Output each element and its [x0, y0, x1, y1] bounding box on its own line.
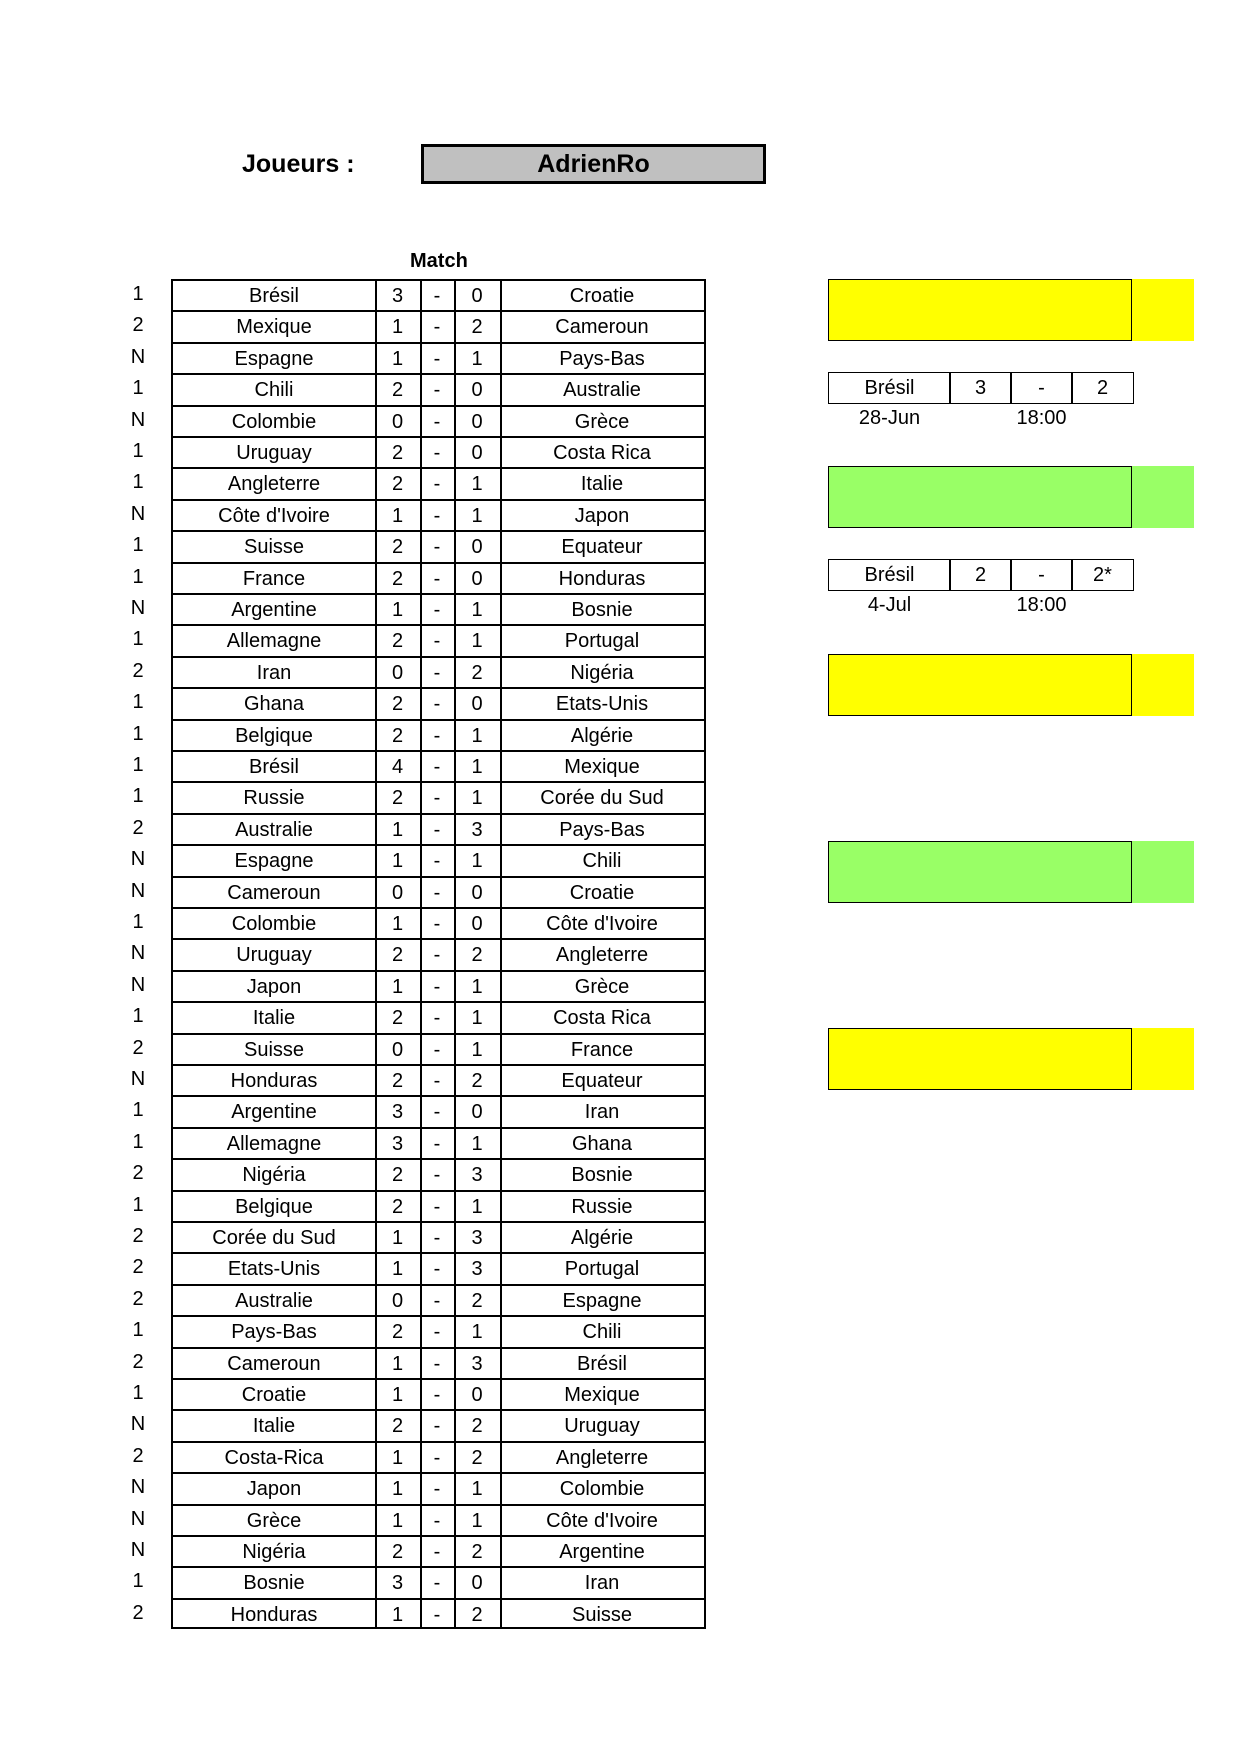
prediction: 1 — [132, 911, 144, 933]
score-dash: - — [420, 1284, 456, 1315]
home-team: Grèce — [171, 1504, 377, 1535]
highlight-box-yellow — [828, 654, 1194, 716]
home-score: 0 — [375, 1033, 422, 1064]
away-score: 1 — [454, 844, 502, 875]
score-dash: - — [420, 1095, 456, 1126]
home-score: 3 — [375, 1095, 422, 1126]
away-score: 1 — [454, 1315, 502, 1346]
home-team: Croatie — [171, 1378, 377, 1409]
home-team: Italie — [171, 1001, 377, 1032]
prediction: 1 — [132, 1130, 144, 1153]
home-score: 2 — [375, 1409, 422, 1440]
result-row — [828, 559, 1134, 591]
home-score: 2 — [375, 373, 422, 404]
prediction: 1 — [132, 377, 144, 400]
away-score: 0 — [454, 530, 502, 561]
home-score: 2 — [375, 1535, 422, 1566]
result-team: Brésil — [828, 559, 951, 591]
home-team: Japon — [171, 970, 377, 1001]
home-score: 2 — [375, 687, 422, 718]
home-score: 2 — [375, 562, 422, 593]
home-team: Australie — [171, 1284, 377, 1315]
score-dash: - — [420, 593, 456, 624]
home-team: Ghana — [171, 687, 377, 718]
away-team: Côte d'Ivoire — [500, 1504, 706, 1535]
home-score: 2 — [375, 1315, 422, 1346]
home-team: Australie — [171, 813, 377, 844]
result-date: 28-Jun — [858, 407, 921, 429]
home-score: 1 — [375, 593, 422, 624]
away-team: Suisse — [500, 1598, 706, 1629]
score-dash: - — [420, 373, 456, 404]
player-name-box: AdrienRo — [421, 144, 766, 184]
prediction: N — [130, 973, 146, 996]
score-dash: - — [420, 1252, 456, 1283]
prediction: 1 — [132, 691, 144, 714]
away-score: 0 — [454, 436, 502, 467]
prediction: N — [130, 1476, 146, 1499]
score-dash: - — [420, 687, 456, 718]
prediction: 2 — [132, 1287, 144, 1310]
away-team: Costa Rica — [500, 436, 706, 467]
score-dash: - — [420, 876, 456, 907]
score-dash: - — [420, 1347, 456, 1378]
away-team: Chili — [500, 1315, 706, 1346]
prediction: 2 — [132, 1225, 144, 1247]
result-date: 4-Jul — [867, 594, 912, 616]
away-score: 0 — [454, 405, 502, 436]
home-team: Suisse — [171, 1033, 377, 1064]
score-dash: - — [420, 1127, 456, 1158]
home-score: 2 — [375, 1158, 422, 1189]
away-score: 3 — [454, 1158, 502, 1189]
home-score: 0 — [375, 405, 422, 436]
prediction: 1 — [132, 1570, 144, 1593]
away-score: 1 — [454, 1190, 502, 1221]
away-score: 3 — [454, 1347, 502, 1378]
away-team: Uruguay — [500, 1409, 706, 1440]
score-dash: - — [420, 813, 456, 844]
home-score: 2 — [375, 436, 422, 467]
away-score: 1 — [454, 1127, 502, 1158]
home-team: Chili — [171, 373, 377, 404]
prediction: 1 — [132, 565, 144, 588]
away-team: Chili — [500, 844, 706, 875]
score-dash: - — [420, 310, 456, 341]
away-score: 3 — [454, 1252, 502, 1283]
highlight-box-yellow — [828, 1028, 1194, 1090]
away-team: Bosnie — [500, 593, 706, 624]
away-score: 1 — [454, 593, 502, 624]
away-team: Argentine — [500, 1535, 706, 1566]
home-team: Brésil — [171, 750, 377, 781]
away-score: 1 — [454, 1504, 502, 1535]
prediction: N — [130, 1507, 146, 1530]
home-team: Côte d'Ivoire — [171, 499, 377, 530]
prediction: N — [130, 1539, 146, 1561]
match-header: Match — [410, 250, 468, 272]
away-team: Angleterre — [500, 1441, 706, 1472]
score-dash: - — [420, 467, 456, 498]
score-dash: - — [420, 279, 456, 310]
away-score: 2 — [454, 1441, 502, 1472]
prediction: 2 — [132, 1444, 144, 1467]
prediction: 1 — [132, 1099, 144, 1122]
prediction: 1 — [132, 1382, 144, 1404]
prediction: 1 — [132, 1193, 144, 1216]
score-dash: - — [420, 562, 456, 593]
result-away-score: 2* — [1071, 559, 1134, 591]
prediction: 2 — [132, 1162, 144, 1185]
away-team: Japon — [500, 499, 706, 530]
away-score: 0 — [454, 687, 502, 718]
prediction: 1 — [132, 754, 144, 776]
home-team: Espagne — [171, 342, 377, 373]
prediction: N — [130, 942, 146, 965]
home-team: Corée du Sud — [171, 1221, 377, 1252]
away-score: 0 — [454, 907, 502, 938]
away-score: 2 — [454, 1284, 502, 1315]
score-dash: - — [420, 405, 456, 436]
score-dash: - — [420, 719, 456, 750]
away-team: Croatie — [500, 876, 706, 907]
home-score: 2 — [375, 530, 422, 561]
away-score: 3 — [454, 813, 502, 844]
away-team: Iran — [500, 1566, 706, 1597]
result-away-score: 2 — [1071, 372, 1134, 404]
away-score: 2 — [454, 938, 502, 969]
home-score: 1 — [375, 1441, 422, 1472]
home-score: 0 — [375, 656, 422, 687]
home-team: Japon — [171, 1472, 377, 1503]
away-team: Nigéria — [500, 656, 706, 687]
away-team: Iran — [500, 1095, 706, 1126]
players-label: Joueurs : — [242, 150, 355, 178]
home-score: 1 — [375, 1252, 422, 1283]
home-team: Belgique — [171, 719, 377, 750]
away-team: Australie — [500, 373, 706, 404]
highlight-box-yellow — [828, 279, 1194, 341]
home-team: Cameroun — [171, 876, 377, 907]
away-team: Algérie — [500, 719, 706, 750]
away-team: Côte d'Ivoire — [500, 907, 706, 938]
away-score: 0 — [454, 279, 502, 310]
home-score: 1 — [375, 1221, 422, 1252]
away-score: 1 — [454, 342, 502, 373]
result-dash: - — [1010, 372, 1073, 404]
away-score: 3 — [454, 1221, 502, 1252]
away-score: 0 — [454, 876, 502, 907]
away-team: Grèce — [500, 970, 706, 1001]
prediction: 1 — [132, 628, 144, 651]
score-dash: - — [420, 1190, 456, 1221]
home-score: 1 — [375, 1347, 422, 1378]
away-score: 1 — [454, 624, 502, 655]
home-team: Espagne — [171, 844, 377, 875]
away-score: 0 — [454, 1095, 502, 1126]
home-score: 2 — [375, 624, 422, 655]
away-team: Italie — [500, 467, 706, 498]
home-team: Uruguay — [171, 436, 377, 467]
result-home-score: 3 — [949, 372, 1012, 404]
score-dash: - — [420, 1472, 456, 1503]
away-team: Espagne — [500, 1284, 706, 1315]
away-team: Mexique — [500, 750, 706, 781]
result-time: 18:00 — [1016, 407, 1067, 429]
home-team: Colombie — [171, 405, 377, 436]
home-score: 0 — [375, 876, 422, 907]
prediction: N — [130, 597, 146, 619]
score-dash: - — [420, 499, 456, 530]
away-score: 1 — [454, 750, 502, 781]
home-team: Costa-Rica — [171, 1441, 377, 1472]
away-team: Algérie — [500, 1221, 706, 1252]
score-dash: - — [420, 907, 456, 938]
home-score: 3 — [375, 279, 422, 310]
home-team: Colombie — [171, 907, 377, 938]
prediction: N — [130, 1413, 146, 1436]
away-score: 1 — [454, 1001, 502, 1032]
prediction: 1 — [132, 471, 144, 494]
prediction: 1 — [132, 785, 144, 808]
home-score: 4 — [375, 750, 422, 781]
prediction: 1 — [132, 534, 144, 557]
away-team: Colombie — [500, 1472, 706, 1503]
away-score: 1 — [454, 1472, 502, 1503]
score-dash: - — [420, 1535, 456, 1566]
home-team: Belgique — [171, 1190, 377, 1221]
home-score: 2 — [375, 467, 422, 498]
away-score: 1 — [454, 719, 502, 750]
result-dash: - — [1010, 559, 1073, 591]
home-team: Iran — [171, 656, 377, 687]
away-score: 1 — [454, 1033, 502, 1064]
away-team: Equateur — [500, 1064, 706, 1095]
away-team: Pays-Bas — [500, 342, 706, 373]
away-score: 1 — [454, 781, 502, 812]
away-score: 2 — [454, 1409, 502, 1440]
home-team: Nigéria — [171, 1158, 377, 1189]
prediction: 2 — [132, 1256, 144, 1279]
home-team: Angleterre — [171, 467, 377, 498]
away-score: 0 — [454, 1566, 502, 1597]
prediction: N — [130, 848, 146, 871]
away-score: 2 — [454, 656, 502, 687]
score-dash: - — [420, 1441, 456, 1472]
home-score: 0 — [375, 1284, 422, 1315]
score-dash: - — [420, 1598, 456, 1629]
prediction: 2 — [132, 1601, 144, 1624]
home-team: Italie — [171, 1409, 377, 1440]
score-dash: - — [420, 436, 456, 467]
score-dash: - — [420, 1033, 456, 1064]
home-score: 1 — [375, 907, 422, 938]
away-team: Pays-Bas — [500, 813, 706, 844]
home-score: 2 — [375, 1190, 422, 1221]
home-team: Allemagne — [171, 1127, 377, 1158]
prediction: 1 — [132, 283, 144, 305]
home-team: Argentine — [171, 1095, 377, 1126]
score-dash: - — [420, 781, 456, 812]
score-dash: - — [420, 1409, 456, 1440]
away-team: Portugal — [500, 1252, 706, 1283]
score-dash: - — [420, 1378, 456, 1409]
away-team: Angleterre — [500, 938, 706, 969]
home-score: 1 — [375, 1598, 422, 1629]
prediction: N — [130, 345, 146, 368]
home-score: 1 — [375, 1504, 422, 1535]
away-team: Cameroun — [500, 310, 706, 341]
result-home-score: 2 — [949, 559, 1012, 591]
result-team: Brésil — [828, 372, 951, 404]
score-dash: - — [420, 1566, 456, 1597]
result-row — [828, 372, 1134, 404]
home-score: 1 — [375, 970, 422, 1001]
away-team: Russie — [500, 1190, 706, 1221]
score-dash: - — [420, 342, 456, 373]
away-score: 0 — [454, 1378, 502, 1409]
prediction: N — [130, 1068, 146, 1090]
away-team: Ghana — [500, 1127, 706, 1158]
prediction: N — [130, 408, 146, 431]
away-score: 1 — [454, 970, 502, 1001]
home-score: 2 — [375, 1064, 422, 1095]
away-score: 2 — [454, 1598, 502, 1629]
home-team: Pays-Bas — [171, 1315, 377, 1346]
highlight-box-green — [828, 466, 1194, 528]
home-team: Nigéria — [171, 1535, 377, 1566]
home-score: 1 — [375, 1378, 422, 1409]
prediction: N — [130, 502, 146, 525]
prediction: 2 — [132, 314, 144, 337]
home-team: Cameroun — [171, 1347, 377, 1378]
away-team: Equateur — [500, 530, 706, 561]
home-team: Argentine — [171, 593, 377, 624]
result-time: 18:00 — [1016, 594, 1067, 616]
away-team: France — [500, 1033, 706, 1064]
score-dash: - — [420, 970, 456, 1001]
away-team: Croatie — [500, 279, 706, 310]
home-score: 1 — [375, 342, 422, 373]
home-team: Bosnie — [171, 1566, 377, 1597]
away-score: 2 — [454, 1535, 502, 1566]
score-dash: - — [420, 1064, 456, 1095]
away-score: 2 — [454, 310, 502, 341]
home-score: 3 — [375, 1127, 422, 1158]
score-dash: - — [420, 1315, 456, 1346]
score-dash: - — [420, 624, 456, 655]
home-score: 1 — [375, 499, 422, 530]
highlight-box-green — [828, 841, 1194, 903]
home-score: 2 — [375, 781, 422, 812]
prediction: 1 — [132, 440, 144, 462]
home-team: Russie — [171, 781, 377, 812]
score-dash: - — [420, 656, 456, 687]
score-dash: - — [420, 750, 456, 781]
home-score: 1 — [375, 844, 422, 875]
away-team: Mexique — [500, 1378, 706, 1409]
home-score: 1 — [375, 1472, 422, 1503]
score-dash: - — [420, 1504, 456, 1535]
result-info — [828, 404, 1134, 432]
score-dash: - — [420, 1221, 456, 1252]
away-team: Bosnie — [500, 1158, 706, 1189]
prediction: 1 — [132, 1319, 144, 1342]
prediction: 2 — [132, 816, 144, 839]
home-team: France — [171, 562, 377, 593]
home-score: 2 — [375, 1001, 422, 1032]
away-team: Honduras — [500, 562, 706, 593]
away-team: Costa Rica — [500, 1001, 706, 1032]
score-dash: - — [420, 530, 456, 561]
away-score: 1 — [454, 499, 502, 530]
away-team: Corée du Sud — [500, 781, 706, 812]
result-info — [828, 591, 1134, 619]
score-dash: - — [420, 938, 456, 969]
away-score: 1 — [454, 467, 502, 498]
home-team: Honduras — [171, 1598, 377, 1629]
score-dash: - — [420, 1001, 456, 1032]
away-team: Portugal — [500, 624, 706, 655]
away-score: 2 — [454, 1064, 502, 1095]
home-team: Uruguay — [171, 938, 377, 969]
home-score: 2 — [375, 719, 422, 750]
home-team: Brésil — [171, 279, 377, 310]
prediction: 1 — [132, 722, 144, 745]
away-team: Brésil — [500, 1347, 706, 1378]
away-team: Grèce — [500, 405, 706, 436]
home-team: Suisse — [171, 530, 377, 561]
home-team: Allemagne — [171, 624, 377, 655]
away-score: 0 — [454, 373, 502, 404]
prediction: 2 — [132, 1036, 144, 1059]
home-score: 3 — [375, 1566, 422, 1597]
prediction: 1 — [132, 1005, 144, 1028]
home-team: Mexique — [171, 310, 377, 341]
score-dash: - — [420, 844, 456, 875]
prediction: 2 — [132, 659, 144, 682]
home-team: Etats-Unis — [171, 1252, 377, 1283]
score-dash: - — [420, 1158, 456, 1189]
home-score: 2 — [375, 938, 422, 969]
home-score: 1 — [375, 310, 422, 341]
away-score: 0 — [454, 562, 502, 593]
home-team: Honduras — [171, 1064, 377, 1095]
prediction: N — [130, 879, 146, 902]
prediction: 2 — [132, 1350, 144, 1373]
away-team: Etats-Unis — [500, 687, 706, 718]
home-score: 1 — [375, 813, 422, 844]
